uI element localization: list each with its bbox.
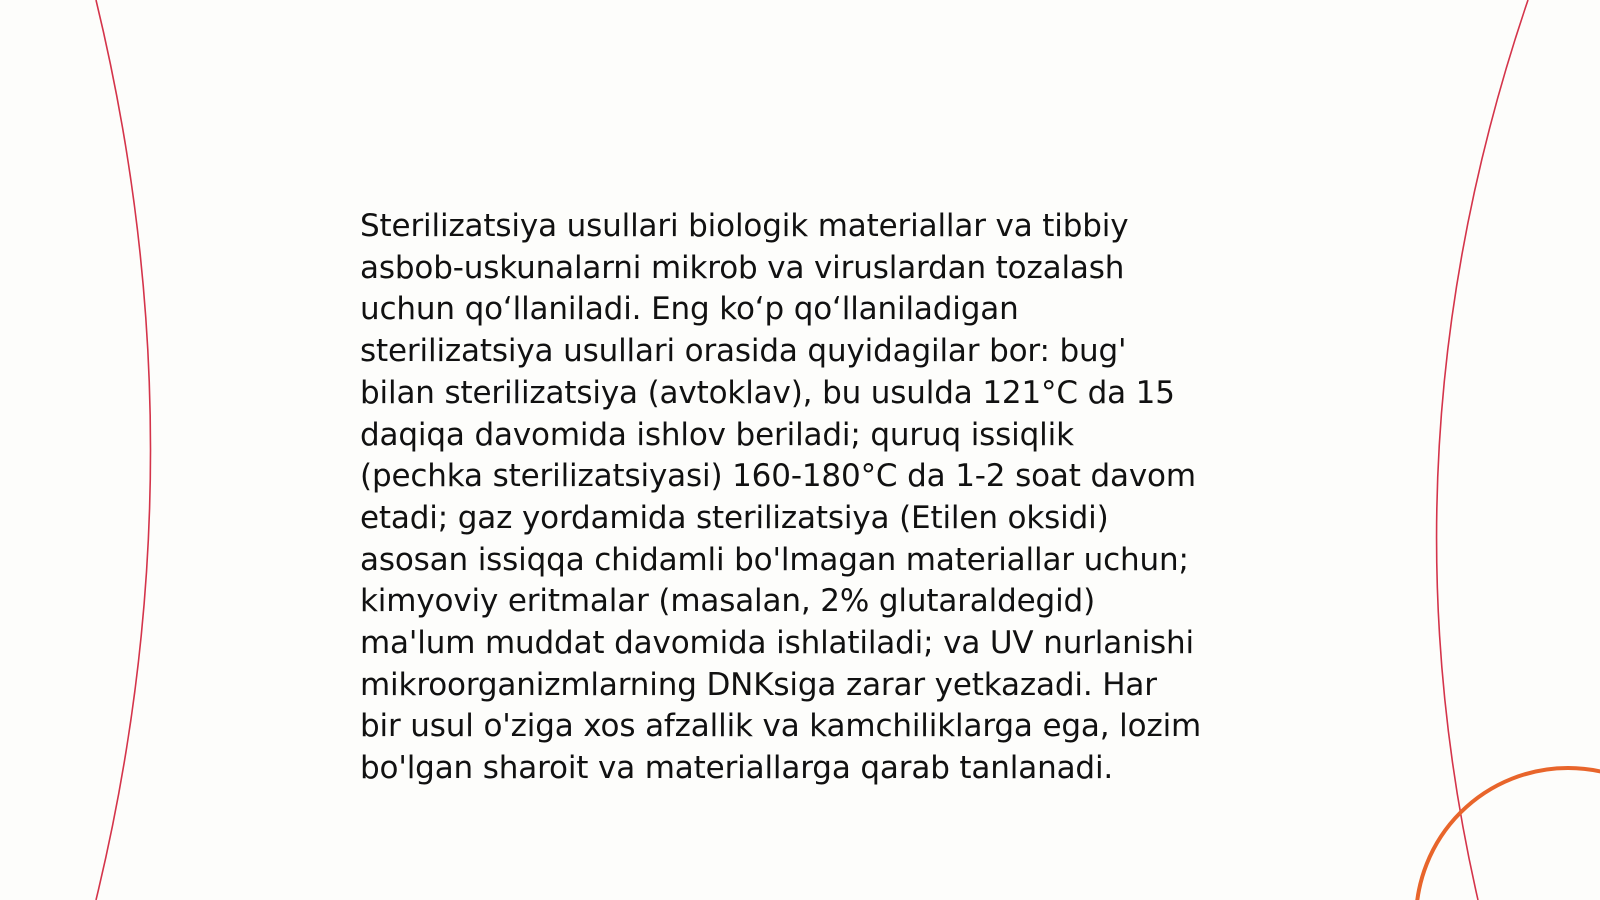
right-curve-line	[1437, 0, 1528, 900]
paragraph-line: ma'lum muddat davomida ishlatiladi; va UV nurlanishi	[360, 625, 1195, 662]
paragraph-line: kimyoviy eritmalar (masalan, 2% glutaraldegid)	[360, 583, 1096, 620]
paragraph-line: bir usul o'ziga xos afzallik va kamchiliklarga ega, lozim	[360, 708, 1202, 745]
left-curve-line	[96, 0, 151, 900]
paragraph-line: sterilizatsiya usullari orasida quyidagilar bor: bug'	[360, 333, 1127, 370]
paragraph-line: asosan issiqqa chidamli bo'lmagan materiallar uchun;	[360, 541, 1189, 578]
accent-arc	[1416, 768, 1600, 900]
slide-paragraph	[360, 206, 1250, 790]
paragraph-line: daqiqa davomida ishlov beriladi; quruq issiqlik	[360, 416, 1074, 453]
paragraph-line: Sterilizatsiya usullari biologik materiallar va tibbiy	[360, 208, 1129, 244]
paragraph-line: etadi; gaz yordamida sterilizatsiya (Etilen oksidi)	[360, 499, 1109, 536]
paragraph-line: bo'lgan sharoit va materiallarga qarab tanlanadi.	[360, 750, 1114, 787]
paragraph-line: bilan sterilizatsiya (avtoklav), bu usulda 121°C da 15	[360, 374, 1175, 411]
paragraph-line: asbob-uskunalarni mikrob va viruslardan tozalash	[360, 249, 1125, 286]
paragraph-line: uchun qo‘llaniladi. Eng ko‘p qo‘llaniladigan	[360, 291, 1019, 328]
paragraph-line: (pechka sterilizatsiyasi) 160-180°C da 1-2 soat davom	[360, 458, 1196, 495]
paragraph-line: mikroorganizmlarning DNKsiga zarar yetkazadi. Har	[360, 666, 1157, 703]
